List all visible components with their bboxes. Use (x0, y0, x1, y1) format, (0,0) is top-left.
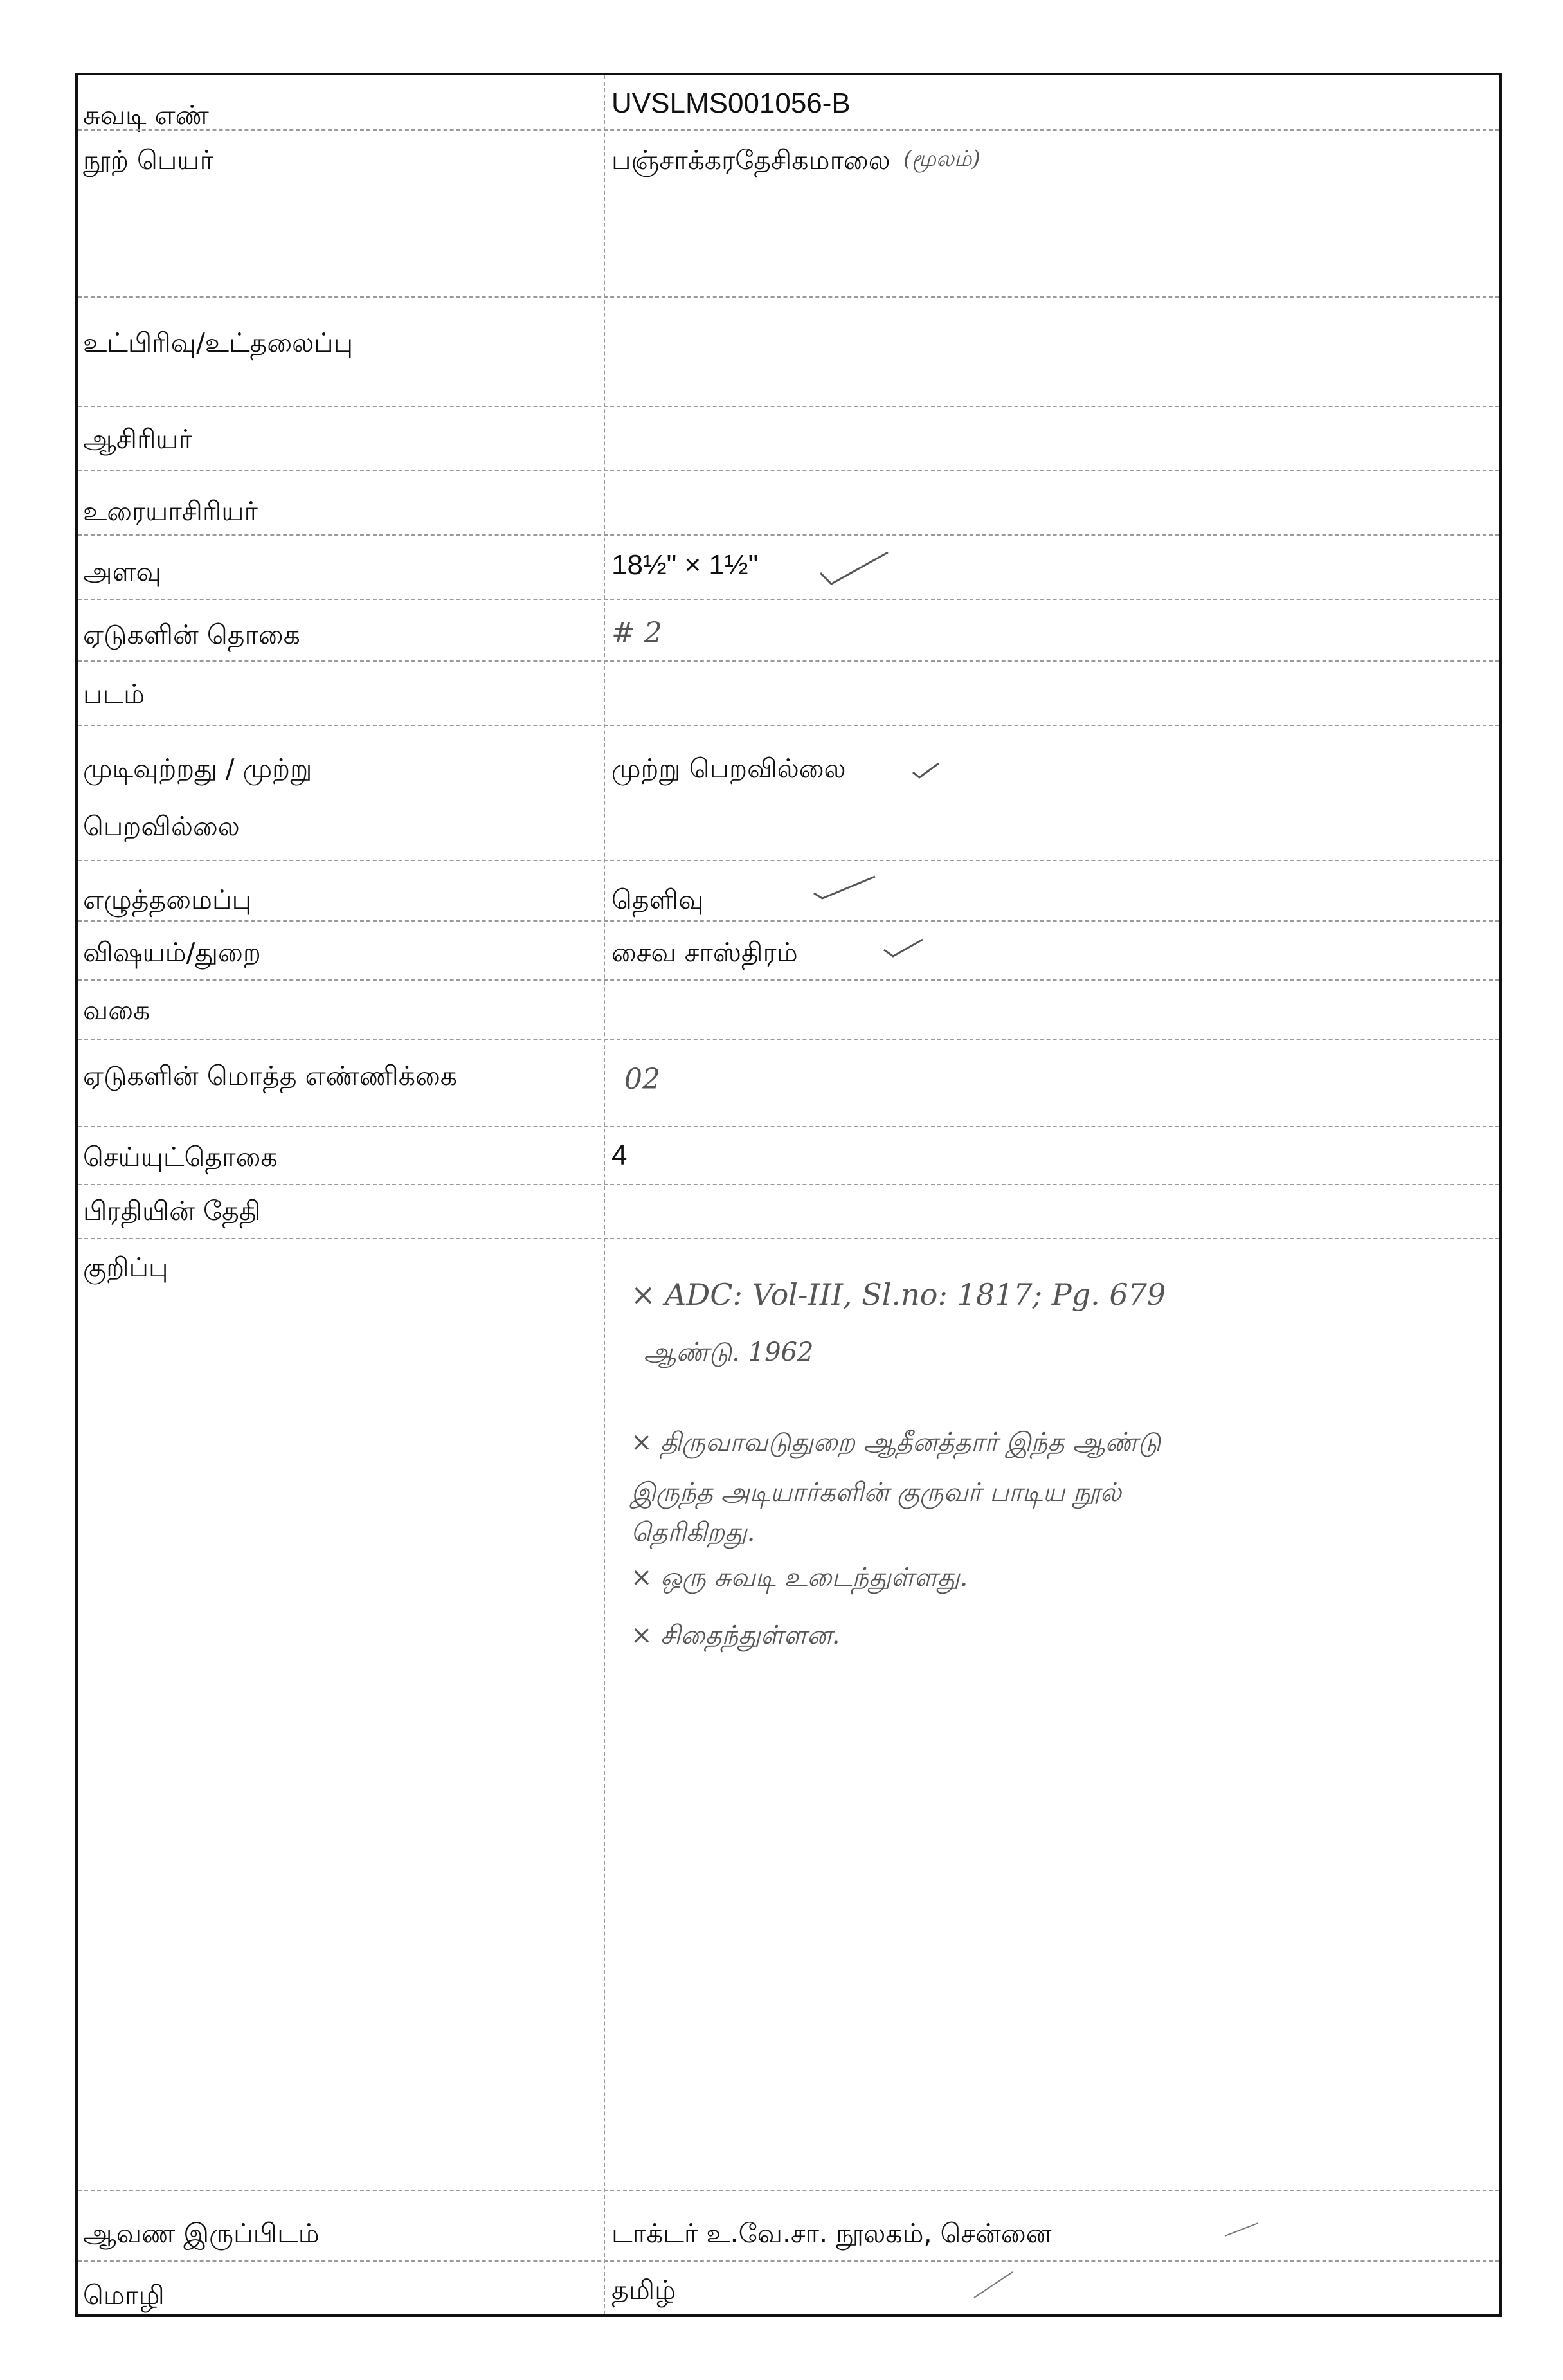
notes-line-6: × ஒரு சுவடி உடைந்துள்ளது. (631, 1563, 968, 1592)
completeness-label-line1: முடிவுற்றது / முற்று (83, 753, 312, 784)
title-value: பஞ்சாக்கரதேசிகமாலை (611, 145, 890, 176)
total-leaves-value: 02 (624, 1063, 660, 1096)
language-value: தமிழ் (611, 2275, 676, 2305)
size-label: அளவு (83, 556, 161, 587)
type-label: வகை (83, 995, 150, 1026)
row-leaf-count (78, 600, 1499, 662)
repository-value: டாக்டர் உ.வே.சா. நூலகம், சென்னை (611, 2218, 1052, 2249)
check-mark-icon (971, 2268, 1016, 2300)
palmleaf-no-label: சுவடி எண் (83, 100, 209, 131)
row-repository (78, 2191, 1499, 2262)
notes-line-3: × திருவாவடுதுறை ஆதீனத்தார் இந்த ஆண்டு (631, 1428, 1161, 1457)
subject-label: விஷயம்/துறை (83, 937, 261, 968)
verse-count-value: 4 (611, 1140, 628, 1171)
author-label: ஆசிரியர் (83, 424, 193, 455)
row-title (78, 131, 1499, 298)
row-illustration (78, 662, 1499, 726)
row-size (78, 536, 1499, 600)
row-author (78, 407, 1499, 471)
copy-date-label: பிரதியின் தேதி (83, 1195, 261, 1226)
title-annotation: (மூலம்) (903, 146, 980, 172)
notes-line-4: இருந்த அடியார்களின் குருவர் பாடிய நூல் (631, 1478, 1122, 1507)
leaf-count-value: # 2 (611, 617, 662, 650)
completeness-label-line2: பெறவில்லை (83, 811, 240, 842)
check-mark-icon (811, 873, 881, 905)
check-mark-icon (910, 757, 943, 783)
notes-line-2: ஆண்டு. 1962 (644, 1338, 814, 1367)
catalog-sheet (75, 73, 1502, 2317)
row-palmleaf-no (78, 75, 1499, 131)
notes-line-1: × ADC: Vol-III, Sl.no: 1817; Pg. 679 (631, 1277, 1166, 1312)
completeness-value: முற்று பெறவில்லை (611, 753, 846, 784)
title-label: நூற் பெயர் (83, 145, 213, 176)
notes-label: குறிப்பு (83, 1252, 168, 1283)
total-leaves-label: ஏடுகளின் மொத்த எண்ணிக்கை (83, 1060, 458, 1091)
verse-count-label: செய்யுட்தொகை (83, 1141, 278, 1172)
row-commentator (78, 471, 1499, 536)
row-language (78, 2262, 1499, 2320)
notes-line-7: × சிதைந்துள்ளன. (631, 1621, 840, 1650)
palmleaf-no-value: UVSLMS001056-B (611, 87, 851, 119)
row-verse-count (78, 1127, 1499, 1185)
check-mark-icon (817, 549, 894, 587)
row-subject (78, 922, 1499, 981)
script-value: தெளிவு (611, 884, 704, 915)
repository-label: ஆவண இருப்பிடம் (83, 2218, 320, 2249)
illustration-label: படம் (83, 678, 145, 709)
leaf-count-label: ஏடுகளின் தொகை (83, 619, 300, 650)
row-subtitle (78, 298, 1499, 407)
size-value: 18½" × 1½" (611, 549, 759, 581)
row-completeness (78, 726, 1499, 861)
row-total-leaves (78, 1040, 1499, 1127)
check-mark-icon (1222, 2221, 1261, 2240)
language-label: மொழி (83, 2280, 165, 2311)
script-label: எழுத்தமைப்பு (83, 884, 252, 915)
row-script (78, 861, 1499, 922)
notes-line-5: தெரிகிறது. (631, 1518, 755, 1547)
commentator-label: உரையாசிரியர் (83, 496, 258, 527)
subject-value: சைவ சாஸ்திரம் (611, 937, 798, 968)
subtitle-label: உட்பிரிவு/உட்தலைப்பு (83, 327, 354, 358)
row-copy-date (78, 1185, 1499, 1239)
row-notes (78, 1239, 1499, 2191)
check-mark-icon (881, 936, 926, 961)
row-type (78, 981, 1499, 1040)
